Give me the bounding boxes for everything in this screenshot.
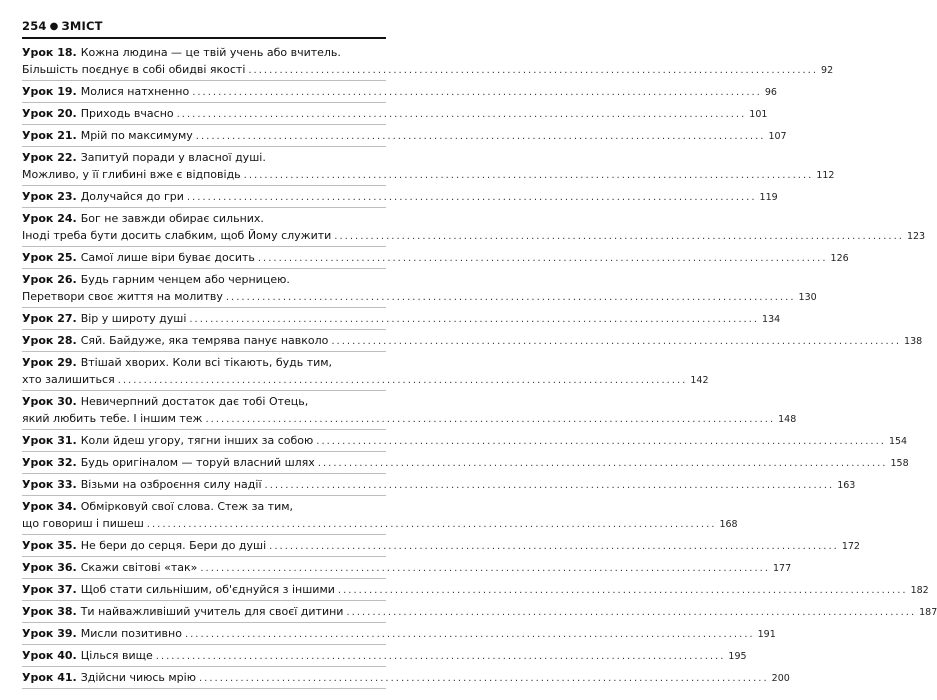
toc-entry-line (22, 127, 787, 145)
lesson-title: Щоб стати сильнішим, об'єднуйся з іншими (80, 583, 335, 596)
lesson-title: Перетвори своє життя на молитву (22, 290, 223, 303)
dot-leader (331, 333, 901, 350)
lesson-label: Урок 18. (22, 46, 77, 59)
dot-leader (192, 84, 762, 101)
toc-entry-line (22, 249, 849, 267)
lesson-label: Урок 33. (22, 478, 77, 491)
lesson-label: Урок 41. (22, 671, 77, 684)
lesson-title: Здійсни чиюсь мрію (80, 671, 196, 684)
lesson-label: Урок 27. (22, 312, 77, 325)
lesson-label: Урок 31. (22, 434, 77, 447)
lesson-title: Запитуй поради у власної душі. (80, 151, 266, 164)
toc-entry[interactable] (22, 581, 929, 601)
toc-entry[interactable] (22, 310, 781, 330)
toc-entry-line (22, 44, 386, 61)
page-ref: 191 (757, 629, 776, 640)
lesson-title: Коли йдеш угору, тягни інших за собою (80, 434, 314, 447)
lesson-title: Можливо, у її глибині вже є відповідь (22, 168, 241, 181)
lesson-title: хто залишиться (22, 373, 115, 386)
lesson-label: Урок 38. (22, 605, 77, 618)
toc-entry[interactable] (22, 393, 797, 430)
lesson-label: Урок 22. (22, 151, 77, 164)
page-ref: 172 (841, 541, 860, 552)
lesson-label: Урок 30. (22, 395, 77, 408)
toc-entry-line (22, 410, 797, 428)
lesson-title: який любить тебе. І іншим теж (22, 412, 203, 425)
toc-entry[interactable] (22, 44, 834, 81)
lesson-title: Бог не завжди обирає сильних. (80, 212, 264, 225)
toc-entry-line (22, 498, 386, 515)
page-ref: 134 (762, 314, 781, 325)
toc-entry[interactable] (22, 537, 860, 557)
lesson-title: Самої лише віри буває досить (80, 251, 255, 264)
lesson-label: Урок 19. (22, 85, 77, 98)
lesson-title: Приходь вчасно (80, 107, 174, 120)
dot-leader (334, 228, 904, 245)
toc-entry-line (22, 227, 926, 245)
toc-entry[interactable] (22, 354, 709, 391)
lesson-label: Урок 35. (22, 539, 77, 552)
lesson-label: Урок 21. (22, 129, 77, 142)
toc-entry[interactable] (22, 625, 776, 645)
toc-entry[interactable] (22, 149, 835, 186)
toc-entry-line (22, 393, 386, 410)
lesson-title: Мисли позитивно (80, 627, 182, 640)
toc-entry[interactable] (22, 498, 738, 535)
dot-leader (147, 516, 717, 533)
toc-entry-line (22, 647, 747, 665)
dot-leader (185, 626, 755, 643)
page-number: 254 (22, 19, 47, 33)
page-ref: 142 (690, 375, 709, 386)
dot-leader (187, 189, 757, 206)
lesson-label: Урок 26. (22, 273, 77, 286)
lesson-label: Урок 24. (22, 212, 77, 225)
toc-entry-line (22, 149, 386, 166)
lesson-title: Вір у широту душі (80, 312, 187, 325)
dot-leader (248, 62, 818, 79)
lesson-title: Долучайся до гри (80, 190, 184, 203)
lesson-label: Урок 32. (22, 456, 77, 469)
dot-leader (244, 167, 814, 184)
lesson-title: Не бери до серця. Бери до душі (80, 539, 267, 552)
lesson-title: Візьми на озброєння силу надії (80, 478, 262, 491)
toc-entry[interactable] (22, 83, 777, 103)
page-ref: 92 (821, 65, 834, 76)
dot-leader (269, 538, 839, 555)
lesson-label: Урок 28. (22, 334, 77, 347)
page-ref: 163 (837, 480, 856, 491)
page-ref: 200 (771, 673, 790, 684)
toc-entry[interactable] (22, 432, 908, 452)
toc-entry-line (22, 288, 817, 306)
page-ref: 138 (904, 336, 923, 347)
dot-leader (156, 648, 726, 665)
toc-entry[interactable] (22, 271, 817, 308)
page-ref: 96 (764, 87, 777, 98)
page-ref: 101 (749, 109, 768, 120)
lesson-label: Урок 34. (22, 500, 77, 513)
page-ref: 182 (910, 585, 929, 596)
page-ref: 126 (830, 253, 849, 264)
page-ref: 148 (778, 414, 797, 425)
toc-entry-line (22, 432, 908, 450)
header-rule (22, 37, 386, 39)
toc-entry-line (22, 354, 386, 371)
table-of-contents (22, 44, 937, 691)
lesson-title: Обмірковуй свої слова. Стеж за тим, (80, 500, 294, 513)
lesson-title: Більшість поєднує в собі обидві якості (22, 63, 246, 76)
toc-entry[interactable] (22, 559, 792, 579)
page-ref: 107 (768, 131, 787, 142)
lesson-title: Сяй. Байдуже, яка темрява панує навколо (80, 334, 329, 347)
page-ref: 187 (919, 607, 937, 618)
page-ref: 154 (888, 436, 908, 447)
toc-entry-line (22, 271, 386, 288)
dot-leader (258, 250, 828, 267)
toc-entry-line (22, 515, 738, 533)
lesson-title: Мрій по максимуму (80, 129, 193, 142)
toc-entry-line (22, 559, 792, 577)
toc-entry[interactable] (22, 188, 778, 208)
toc-entry-line (22, 188, 778, 206)
dot-leader (200, 560, 770, 577)
page-title: ЗМІСТ (61, 19, 103, 33)
page-ref: 158 (890, 458, 909, 469)
toc-entry-line (22, 332, 923, 350)
toc-entry[interactable] (22, 127, 787, 147)
lesson-title: що говориш і пишеш (22, 517, 144, 530)
toc-entry[interactable] (22, 332, 923, 352)
page-ref: 123 (906, 231, 926, 242)
toc-entry[interactable] (22, 647, 747, 667)
toc-entry-line (22, 669, 790, 687)
toc-entry-line (22, 310, 781, 328)
dot-leader (265, 477, 835, 494)
bullet-separator-icon: ● (49, 20, 59, 32)
lesson-title: Будь оригіналом — торуй власний шлях (80, 456, 315, 469)
toc-entry[interactable] (22, 249, 849, 269)
toc-entry-line (22, 105, 768, 123)
dot-leader (316, 433, 886, 450)
page-ref: 119 (759, 192, 778, 203)
lesson-title: Будь гарним ченцем або черницею. (80, 273, 290, 286)
toc-entry-line (22, 603, 937, 621)
dot-leader (338, 582, 908, 599)
lesson-title: Іноді треба бути досить слабким, щоб Йому служити (22, 229, 332, 242)
dot-leader (177, 106, 747, 123)
toc-entry-line (22, 581, 929, 599)
dot-leader (199, 670, 769, 687)
toc-entry[interactable] (22, 210, 926, 247)
dot-leader (205, 411, 775, 428)
lesson-title: Цілься вище (80, 649, 153, 662)
lesson-label: Урок 37. (22, 583, 77, 596)
toc-entry-line (22, 537, 860, 555)
lesson-title: Ти найважливіший учитель для своєї дитини (80, 605, 344, 618)
dot-leader (196, 128, 766, 145)
toc-entry-line (22, 371, 709, 389)
dot-leader (226, 289, 796, 306)
lesson-label: Урок 36. (22, 561, 77, 574)
dot-leader (189, 311, 759, 328)
toc-entry-line (22, 210, 386, 227)
toc-entry-line (22, 454, 909, 472)
lesson-label: Урок 23. (22, 190, 77, 203)
page-ref: 177 (773, 563, 792, 574)
dot-leader (318, 455, 888, 472)
lesson-title: Скажи світові «так» (80, 561, 198, 574)
toc-entry[interactable] (22, 669, 790, 689)
toc-entry[interactable] (22, 454, 909, 474)
lesson-label: Урок 20. (22, 107, 77, 120)
toc-entry-line (22, 166, 835, 184)
lesson-label: Урок 39. (22, 627, 77, 640)
lesson-label: Урок 40. (22, 649, 77, 662)
lesson-title: Невичерпний достаток дає тобі Отець, (80, 395, 309, 408)
page-header (22, 18, 386, 34)
dot-leader (346, 604, 916, 621)
lesson-label: Урок 29. (22, 356, 77, 369)
toc-entry[interactable] (22, 105, 768, 125)
page-ref: 195 (728, 651, 747, 662)
toc-entry-line (22, 61, 834, 79)
toc-entry-line (22, 476, 856, 494)
page-ref: 130 (798, 292, 817, 303)
toc-entry-line (22, 83, 777, 101)
toc-entry-line (22, 625, 776, 643)
lesson-label: Урок 25. (22, 251, 77, 264)
lesson-title: Кожна людина — це твій учень або вчитель. (80, 46, 341, 59)
lesson-title: Молися натхненно (80, 85, 190, 98)
toc-entry[interactable] (22, 603, 937, 623)
page-ref: 168 (719, 519, 738, 530)
page-ref: 112 (816, 170, 835, 181)
toc-entry[interactable] (22, 476, 856, 496)
dot-leader (118, 372, 688, 389)
lesson-title: Втішай хворих. Коли всі тікають, будь тим, (80, 356, 333, 369)
